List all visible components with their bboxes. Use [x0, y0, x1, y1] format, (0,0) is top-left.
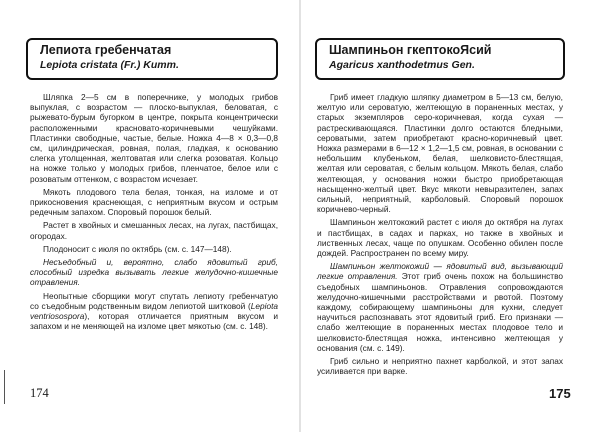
right-paragraph: Шампиньон желтокожий растет с июля до октября на лугах и пастбищах, в садах и парках, но также в хвойных и лиственных лесах, чаще по опушкам. Особенно обилен после дождей. Распространен по всему миру.: [317, 217, 563, 259]
left-body-text: [30, 92, 278, 334]
right-body-text: [317, 92, 563, 379]
right-latin-name: Agaricus xanthodetmus Gen.: [329, 59, 475, 71]
left-paragraph: Растет в хвойных и смешанных лесах, на лугах, пастбищах, огородах.: [30, 220, 278, 241]
right-page: [301, 0, 600, 432]
left-paragraph: Мякоть плодового тела белая, тонкая, на изломе и от прикосновения краснеющая, с неприятным вкусом и острым редечным запахом. Споровый порошок белый.: [30, 186, 278, 218]
left-paragraph: Плодоносит с июля по октябрь (см. с. 147—148).: [43, 243, 232, 254]
left-warning: Несъедобный и, вероятно, слабо ядовитый гриб, способный изредка вызывать легкие желудочно-кишечные отравления.: [30, 257, 278, 288]
right-page-title: Шампиньон гкептокоЯсий: [329, 43, 492, 57]
right-warning-rest: Этот гриб очень похож на большинство съедобных шампиньонов. Отравления сопровождаются желудочно-кишечными расстройствами и рвотой. Поэтому каждому, собирающему шампиньоны для кухни, следует научиться распознавать этот ядовитый гриб. Его признаки — слабо желтеющие в пораненных местах плодовое тело и шелковисто-блестящая ножка, интенсивно желтеющая у основания (см. с. 149).: [317, 271, 564, 353]
page-edge-mark: [4, 370, 5, 404]
right-warning-paragraph: [317, 261, 563, 353]
right-warning-italic: Шампиньон желтокожий — ядовитый вид, вызывающий легкие отравления.: [317, 261, 563, 282]
right-paragraph: Гриб имеет гладкую шляпку диаметром в 5—13 см, белую, желтую или сероватую, желтеющую в пораненных местах, у старых экземпляров серо-коричневая, когда сухая — растрескивающаяся. Пластинки долго остаются бледными, сероватыми, затем приобретают красно-коричневый цвет. Ножка размерами в 6—12 × 1,2—1,5 см, ровная, в основании с небольшим клубеньком, белая, шелковисто-блестящая, желтая или сероватая, с белым кольцом. Мякоть белая, слабо желтеющая, у основания ножки быстро приобретающая насыщенно-желтый цвет. Вкус мякоти невыразителен, запах сильный, неприятный, карболовый. Споровый порошок коричнево-черный.: [317, 92, 563, 215]
left-title-box: [26, 38, 278, 80]
left-latin-name: Lepiota cristata (Fr.) Kumm.: [40, 59, 179, 71]
right-final-paragraph: Гриб сильно и неприятно пахнет карболкой, и этот запах усиливается при варке.: [317, 356, 563, 377]
left-paragraph: Шляпка 2—5 см в поперечнике, у молодых грибов выпуклая, с возрастом — плоско-выпуклая, беловатая, с рыжевато-бурым бугорком в центре, покрыта концентрически расположенными красновато-коричневыми чешуйками. Пластинки свободные, частые, белые. Ножка 4—8 × 0,3—0,8 см, цилиндрическая, ровная, полая, гладкая, к основанию слегка утолщенная, желтоватая или слегка розоватая. Кольцо на ножке только у молодых грибов, пленчатое, белое или с розоватым оттенком, с возрастом исчезает.: [30, 92, 278, 184]
left-confusion-paragraph: [30, 291, 278, 332]
right-title-box: [315, 38, 565, 80]
left-page-title: Лепиота гребенчатая: [40, 43, 172, 57]
left-confusion-latin: Lepiota ventriosospora: [30, 300, 278, 322]
left-confusion-before: Неопытные сборщики могут спутать лепиоту гребенчатую со съедобным родственным видом лепиотой шитковой (: [30, 290, 278, 311]
left-page-number: 174: [30, 386, 49, 400]
left-page: [0, 0, 299, 432]
left-confusion-after: ), которая отличается приятным вкусом и запахом и не меняющей на изломе цвет мякотью (см. с. 148).: [30, 311, 278, 332]
right-page-number: 175: [549, 386, 571, 401]
